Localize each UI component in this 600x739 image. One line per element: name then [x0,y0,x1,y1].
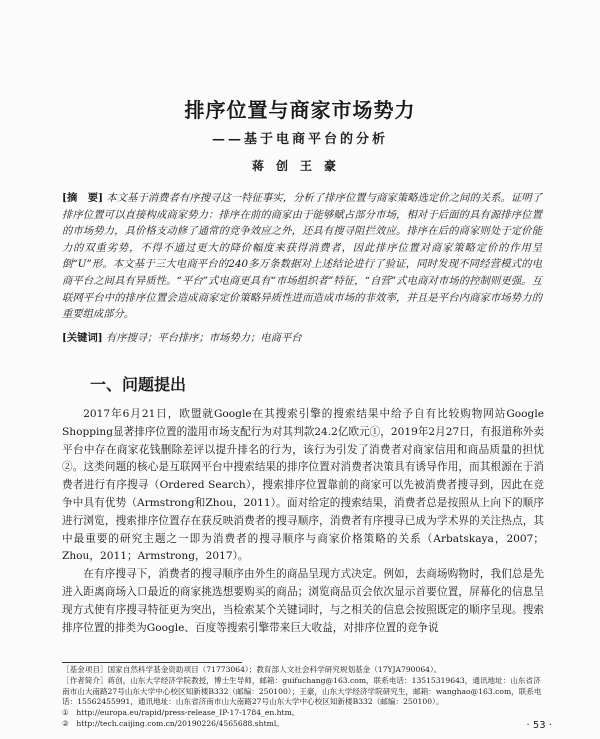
footnote-link: ① http://europa.eu/rapid/press-release_IP-17-1784_en.htm。 [62,708,300,718]
page-number: · 53 · [526,720,552,731]
paragraph: 在有序搜寻下，消费者的搜寻顺序由外生的商品呈现方式决定。例如，去商场购物时，我们总是先进入距离商场入口最近的商家挑选想要购买的商品；浏览商品页会依次显示首要位置，屏幕化的信息呈现方式使有序搜寻特征更为突出，当检索某个关键词时，与之相关的信息会按照既定的顺序呈现。搜索排序位置的排类为Google、百度等搜索引擎带来巨大收益，对排序位置的竞争说 [62,568,544,634]
keywords [62,330,542,346]
keywords-text: 有序搜寻；平台排序；市场势力；电商平台 [105,332,302,344]
paragraph: 2017年6月21日，欧盟就Google在其搜索引擎的搜索结果中给予自有比较购物网站Google Shopping显著排序位置的滥用市场支配行为对其判款24.2亿欧元①，2019年2月27日，有报道称外卖平台中存在商家花钱删除差评以提升排名的行为，该行为引发了消费者对商家信用和商品质量的担忧②。这类问题的核心是互联网平台中搜索结果的排序位置对消费者决策具有诱导作用，而其根源在于消费者进行有序搜寻（Ordered Search），搜索排序位置靠前的商家可以先被消费者搜寻到，因此在竞争中具有优势（Armstrong和Zhou，2011）。面对给定的搜索结果，消费者总是按照从上向下的顺序进行浏览，搜索排序位置存在获反映消费者的搜寻顺序，消费者有序搜寻已成为学术界的关注热点，其中最重要的研究主题之一即为消费者的搜寻顺序与商家价格策略的关系（Arbatskaya，2007；Zhou，2011；Armstrong，2017）。 [62,408,544,563]
abstract-label: [摘 要] [62,192,103,204]
footnote-authors: ［作者简介］蒋创，山东大学经济学院教授，博士生导师，邮箱：guifuchang@163.com，联系电话：13515319643，通讯地址：山东省济南市山大南路27号山东大学中心校区知新楼B332（邮编：250100）；王豪，山东大学经济学院研究生，邮箱：wanghao@163.com，联系电话：15562455991，通讯地址：山东省济南市山大南路27号山东大学中心校区知新楼B332（邮编：250100）。 [62,675,542,707]
abstract-text: 本文基于消费者有序搜寻这一特征事实，分析了排序位置与商家策略选定价之间的关系。证明了排序位置可以直接构成商家势力：排序在前的商家由于能够赋占部分市场，相对于后面的具有源排序位置的市场势力，具价格支动修了通常的竞争效应之外，还具有搜寻阻拦效应。排序在后的商家则处于定价能力的双重劣势，不得不通过更大的降价幅度来获得消费者，因此排序位置对商家策略定价的作用呈倒“U”形。本文基于三大电商平台的240多万条数据对上述结论进行了验证，同时发现不同经营模式的电商平台之间具有异质性。“平台”式电商更具有“市场组织者”特征，“自营”式电商对市场的控制则更强。互联网平台中的排序位置会造成商家定价策略异质性进而造成市场的非效率，并且是平台内商家市场势力的重要组成部分。 [62,192,542,321]
abstract [62,190,542,323]
article-title: 排序位置与商家市场势力 [184,98,416,122]
body-text [62,406,544,637]
footnote-link: ② http://tech.caijing.com.cn/20190226/4565688.shtml。 [62,718,284,728]
keywords-label: [关键词] [62,332,103,344]
footnote-divider [62,662,242,663]
section-heading: 一、问题提出 [90,375,187,394]
article-subtitle: ——基于电商平台的分析 [211,132,388,147]
authors: 蒋创王豪 [251,159,348,173]
footnote-funding: ［基金项目］国家自然科学基金资助项目（71773064）；教育部人文社会科学研究规划基金（17YJA790064）。 [62,665,442,674]
footnotes [62,665,544,730]
